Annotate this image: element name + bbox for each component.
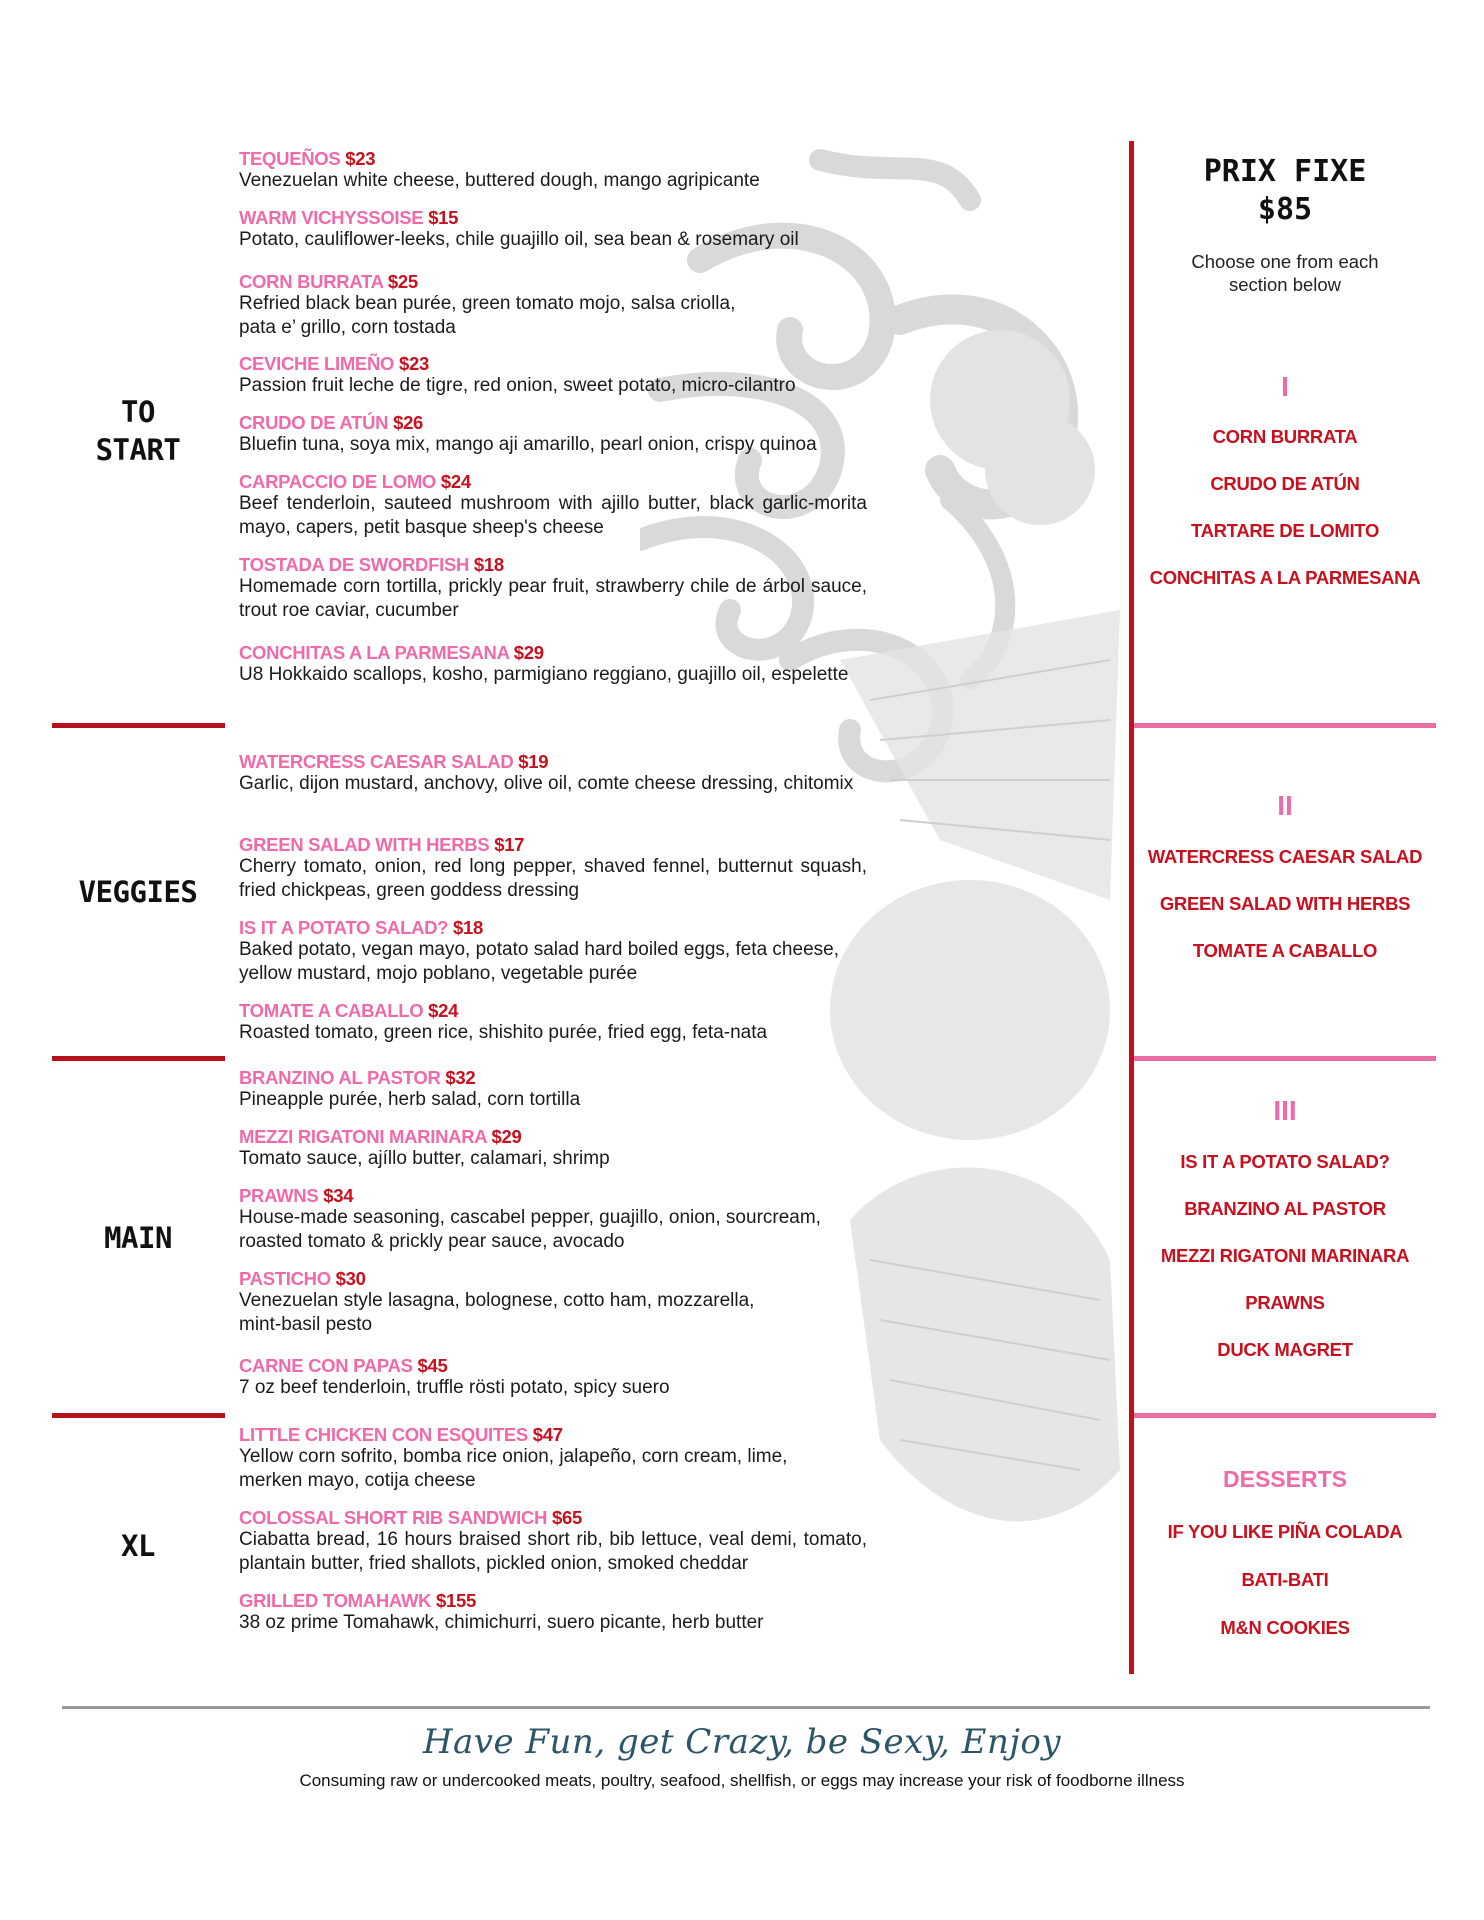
item-name: COLOSSAL SHORT RIB SANDWICH — [239, 1507, 548, 1528]
item-price: $29 — [513, 642, 544, 663]
desc-line: Refried black bean purée, green tomato mojo, salsa criolla, — [239, 293, 736, 314]
menu-item — [239, 413, 867, 457]
menu-item — [239, 1591, 867, 1635]
course-item: IS IT A POTATO SALAD? — [1180, 1151, 1390, 1172]
item-name: CRUDO DE ATÚN — [239, 412, 389, 433]
desc-line: roasted tomato & prickly pear sauce, avocado — [239, 1230, 625, 1252]
menu-item — [239, 1001, 867, 1045]
column-divider — [1129, 141, 1134, 1674]
item-price: $65 — [551, 1507, 582, 1528]
menu-item — [239, 472, 867, 539]
course-divider — [1134, 723, 1436, 728]
item-name: TOSTADA DE SWORDFISH — [239, 554, 470, 575]
course-item: GREEN SALAD WITH HERBS — [1159, 893, 1411, 914]
item-description — [239, 292, 867, 339]
note-line: section below — [1228, 274, 1342, 295]
item-name: CARNE CON PAPAS — [239, 1355, 413, 1376]
course-item: MEZZI RIGATONI MARINARA — [1160, 1245, 1410, 1266]
item-price: $23 — [398, 353, 429, 374]
desc-line: yellow mustard, mojo poblano, vegetable purée — [239, 962, 638, 984]
course-label: I — [1281, 371, 1289, 402]
item-description: Potato, cauliflower-leeks, chile guajillo oil, sea bean & rosemary oil — [239, 229, 799, 250]
course-item: TOMATE A CABALLO — [1192, 940, 1378, 961]
menu-item — [239, 752, 867, 796]
section-title-line: START — [95, 433, 181, 467]
item-name: GREEN SALAD WITH HERBS — [239, 834, 490, 855]
item-description: Passion fruit leche de tigre, red onion, sweet potato, micro-cilantro — [239, 375, 796, 396]
menu-item — [239, 1356, 867, 1400]
item-price: $23 — [345, 148, 376, 169]
item-price: $24 — [428, 1000, 459, 1021]
item-price: $15 — [428, 207, 459, 228]
menu-item — [239, 354, 867, 398]
desc-line: House-made seasoning, cascabel pepper, guajillo, onion, sourcream, — [239, 1207, 821, 1228]
item-price: $155 — [436, 1590, 476, 1611]
desc-line: merken mayo, cotija cheese — [239, 1469, 476, 1491]
menu-item — [239, 149, 867, 193]
desc-line: mint-basil pesto — [239, 1313, 373, 1335]
section-divider — [52, 1056, 225, 1061]
section-title-xl: XL — [121, 1529, 155, 1563]
item-name: PASTICHO — [239, 1268, 331, 1289]
item-price: $26 — [393, 412, 424, 433]
item-price: $34 — [323, 1185, 354, 1206]
prix-fixe-note — [1135, 250, 1435, 296]
item-description: Venezuelan white cheese, buttered dough, mango agripicante — [239, 170, 760, 191]
prix-fixe-title: PRIX FIXE — [1203, 154, 1367, 189]
menu-item — [239, 1269, 867, 1336]
item-description — [239, 1445, 867, 1492]
menu-item — [239, 1425, 867, 1492]
item-name: WATERCRESS CAESAR SALAD — [239, 751, 514, 772]
item-description: Ciabatta bread, 16 hours braised short rib, bib lettuce, veal demi, tomato, plantain butter, fried shallots, pickled onion, smoked cheddar — [239, 1529, 867, 1574]
item-name: CONCHITAS A LA PARMESANA — [239, 642, 509, 663]
item-name: PRAWNS — [239, 1185, 319, 1206]
course-item: BATI-BATI — [1241, 1569, 1329, 1590]
course-item: DUCK MAGRET — [1217, 1339, 1353, 1360]
item-price: $17 — [494, 834, 525, 855]
course-item: WATERCRESS CAESAR SALAD — [1147, 846, 1423, 867]
footer-divider — [62, 1706, 1430, 1709]
item-description: 38 oz prime Tomahawk, chimichurri, suero picante, herb butter — [239, 1612, 764, 1633]
item-description — [239, 1289, 867, 1336]
course-label: II — [1277, 790, 1293, 821]
menu-item — [239, 918, 867, 985]
note-line: Choose one from each — [1191, 251, 1379, 272]
item-name: MEZZI RIGATONI MARINARA — [239, 1126, 487, 1147]
item-name: GRILLED TOMAHAWK — [239, 1590, 437, 1611]
section-divider — [52, 723, 225, 728]
item-name: IS IT A POTATO SALAD? — [239, 917, 449, 938]
item-name: BRANZINO AL PASTOR — [239, 1067, 441, 1088]
item-price: $24 — [440, 471, 471, 492]
course-item: CORN BURRATA — [1212, 426, 1358, 447]
item-name: TEQUEÑOS — [239, 148, 341, 169]
menu-item — [239, 1186, 867, 1253]
item-description: Tomato sauce, ajíllo butter, calamari, shrimp — [239, 1148, 610, 1169]
course-item: BRANZINO AL PASTOR — [1184, 1198, 1386, 1219]
section-title-main: MAIN — [104, 1221, 172, 1255]
course-divider — [1134, 1056, 1436, 1061]
course-item: PRAWNS — [1245, 1292, 1325, 1313]
item-price: $18 — [453, 917, 483, 938]
item-description — [239, 938, 867, 985]
course-item: TARTARE DE LOMITO — [1190, 520, 1380, 541]
prix-fixe-header — [1135, 153, 1435, 229]
item-price: $29 — [491, 1126, 522, 1147]
menu-item — [239, 272, 867, 339]
course-item: IF YOU LIKE PIÑA COLADA — [1167, 1521, 1403, 1542]
menu-item — [239, 643, 867, 687]
item-description: Cherry tomato, onion, red long pepper, shaved fennel, butternut squash, fried chickpeas, green goddess dressing — [239, 856, 867, 901]
item-description: Roasted tomato, green rice, shishito purée, fried egg, feta-nata — [239, 1022, 768, 1043]
item-price: $47 — [532, 1424, 563, 1445]
desc-line: Venezuelan style lasagna, bolognese, cotto ham, mozzarella, — [239, 1290, 755, 1311]
desc-line: Baked potato, vegan mayo, potato salad hard boiled eggs, feta cheese, — [239, 939, 839, 960]
item-name: CARPACCIO DE LOMO — [239, 471, 437, 492]
course-label: III — [1273, 1095, 1297, 1126]
item-description: Pineapple purée, herb salad, corn tortilla — [239, 1089, 581, 1110]
item-price: $25 — [387, 271, 418, 292]
course-item: CONCHITAS A LA PARMESANA — [1149, 567, 1421, 588]
course-item: CRUDO DE ATÚN — [1210, 473, 1360, 494]
item-description: 7 oz beef tenderloin, truffle rösti potato, spicy suero — [239, 1377, 670, 1398]
item-price: $18 — [473, 554, 504, 575]
desc-line: pata e’ grillo, corn tostada — [239, 316, 456, 338]
menu-item — [239, 1127, 867, 1171]
prix-fixe-price: $85 — [1257, 192, 1313, 227]
item-name: WARM VICHYSSOISE — [239, 207, 424, 228]
desc-line: Yellow corn sofrito, bomba rice onion, jalapeño, corn cream, lime, — [239, 1446, 788, 1467]
item-price: $19 — [518, 751, 549, 772]
tagline: Have Fun, get Crazy, be Sexy, Enjoy — [422, 1722, 1062, 1762]
item-price: $32 — [445, 1067, 476, 1088]
item-description: U8 Hokkaido scallops, kosho, parmigiano reggiano, guajillo oil, espelette — [239, 664, 849, 685]
section-divider — [52, 1413, 225, 1418]
course-item: M&N COOKIES — [1220, 1617, 1350, 1638]
section-title-veggies: VEGGIES — [78, 875, 198, 909]
health-disclaimer: Consuming raw or undercooked meats, poultry, seafood, shellfish, or eggs may increase your risk of foodborne illness — [299, 1771, 1185, 1790]
menu-item — [239, 1068, 867, 1112]
item-price: $45 — [417, 1355, 448, 1376]
item-description: Beef tenderloin, sauteed mushroom with ajillo butter, black garlic-morita mayo, capers, petit basque sheep's cheese — [239, 493, 867, 538]
item-description: Bluefin tuna, soya mix, mango aji amarillo, pearl onion, crispy quinoa — [239, 434, 817, 455]
menu-item — [239, 555, 867, 622]
item-name: LITTLE CHICKEN CON ESQUITES — [239, 1424, 528, 1445]
menu-item — [239, 835, 867, 902]
item-description — [239, 1206, 867, 1253]
item-name: CORN BURRATA — [239, 271, 384, 292]
section-title-line: TO — [121, 395, 155, 429]
item-description: Homemade corn tortilla, prickly pear fruit, strawberry chile de árbol sauce, trout roe caviar, cucumber — [239, 576, 867, 621]
desserts-heading: DESSERTS — [1223, 1466, 1347, 1492]
menu-item — [239, 1508, 867, 1575]
section-title-to-start — [52, 393, 224, 469]
item-price: $30 — [335, 1268, 366, 1289]
course-divider — [1134, 1413, 1436, 1418]
item-name: CEVICHE LIMEÑO — [239, 353, 395, 374]
item-name: TOMATE A CABALLO — [239, 1000, 424, 1021]
item-description: Garlic, dijon mustard, anchovy, olive oil, comte cheese dressing, chitomix — [239, 773, 854, 794]
menu-item — [239, 208, 867, 252]
